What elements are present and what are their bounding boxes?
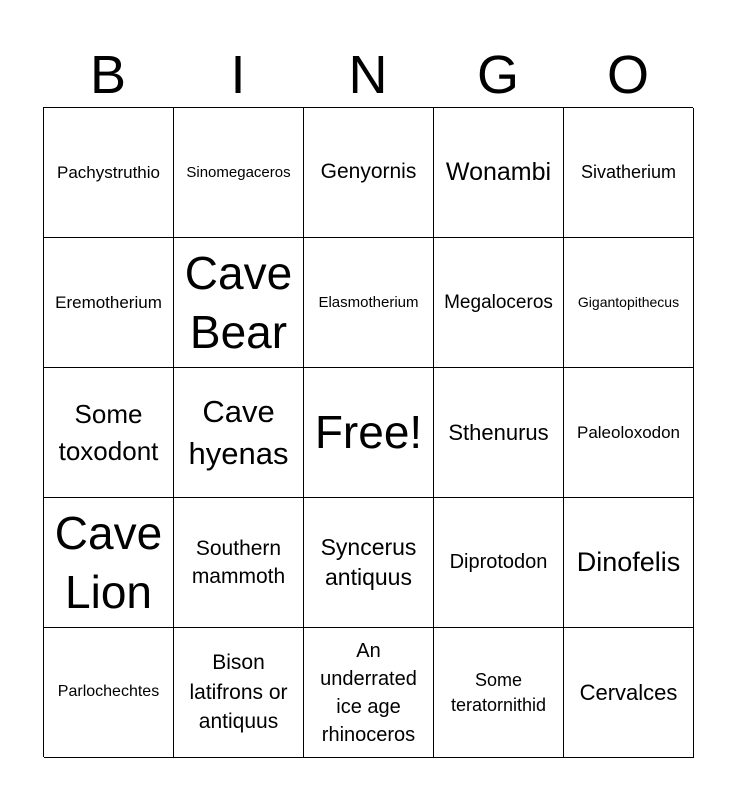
- header-letter-i: I: [230, 45, 246, 105]
- cell-label: Dinofelis: [576, 546, 681, 577]
- cell-label: Cave hyenas: [188, 393, 289, 471]
- header-letter-g: G: [476, 45, 519, 105]
- bingo-cell[interactable]: [564, 498, 694, 628]
- bingo-cell[interactable]: [174, 368, 304, 498]
- bingo-cell[interactable]: [174, 238, 304, 368]
- cell-label: Wonambi: [445, 158, 552, 187]
- header-letter-b: B: [89, 45, 127, 105]
- bingo-cell[interactable]: [434, 628, 564, 758]
- cell-label: An underrated ice age rhinoceros: [320, 639, 417, 746]
- bingo-free-space[interactable]: [304, 368, 434, 498]
- cell-label: Sinomegaceros: [186, 163, 291, 181]
- bingo-cell[interactable]: [564, 368, 694, 498]
- bingo-cell[interactable]: [44, 498, 174, 628]
- bingo-cell[interactable]: [304, 108, 434, 238]
- bingo-cell[interactable]: [174, 628, 304, 758]
- cell-label: Pachystruthio: [57, 162, 160, 182]
- bingo-board: [43, 107, 693, 757]
- bingo-cell[interactable]: [174, 108, 304, 238]
- cell-label: Genyornis: [320, 160, 417, 184]
- cell-label: Cervalces: [579, 679, 678, 705]
- bingo-cell[interactable]: [304, 238, 434, 368]
- cell-label: Sthenurus: [448, 419, 549, 445]
- cell-label: Diprotodon: [449, 551, 548, 573]
- cell-label: Syncerus antiquus: [320, 533, 417, 590]
- bingo-cell[interactable]: [304, 628, 434, 758]
- cell-label: Cave Lion: [54, 507, 163, 618]
- bingo-cell[interactable]: [434, 108, 564, 238]
- header-letter-o: O: [606, 45, 649, 105]
- bingo-cell[interactable]: [564, 628, 694, 758]
- bingo-cell[interactable]: [304, 498, 434, 628]
- bingo-cell[interactable]: [564, 108, 694, 238]
- cell-label: Cave Bear: [184, 247, 293, 358]
- cell-label: Sivatherium: [580, 162, 677, 183]
- cell-label: Elasmotherium: [318, 293, 419, 311]
- cell-label: Paleoloxodon: [576, 422, 681, 442]
- header-letter-n: N: [348, 45, 388, 105]
- bingo-cell[interactable]: [564, 238, 694, 368]
- bingo-cell[interactable]: [434, 498, 564, 628]
- cell-label: Bison latifrons or antiquus: [189, 651, 288, 734]
- bingo-cell[interactable]: [44, 238, 174, 368]
- cell-label: Parlochechtes: [57, 683, 160, 701]
- bingo-cell[interactable]: [44, 108, 174, 238]
- cell-label: Some teratornithid: [450, 670, 547, 715]
- bingo-header: [43, 45, 693, 105]
- bingo-cell[interactable]: [434, 368, 564, 498]
- bingo-cell[interactable]: [44, 628, 174, 758]
- cell-label: Southern mammoth: [191, 537, 286, 588]
- bingo-cell[interactable]: [174, 498, 304, 628]
- cell-label: Gigantopithecus: [577, 294, 680, 311]
- bingo-cell[interactable]: [434, 238, 564, 368]
- free-space-label: Free!: [314, 406, 423, 459]
- cell-label: Megaloceros: [444, 291, 553, 313]
- cell-label: Some toxodont: [58, 399, 159, 466]
- cell-label: Eremotherium: [55, 292, 162, 312]
- bingo-cell[interactable]: [44, 368, 174, 498]
